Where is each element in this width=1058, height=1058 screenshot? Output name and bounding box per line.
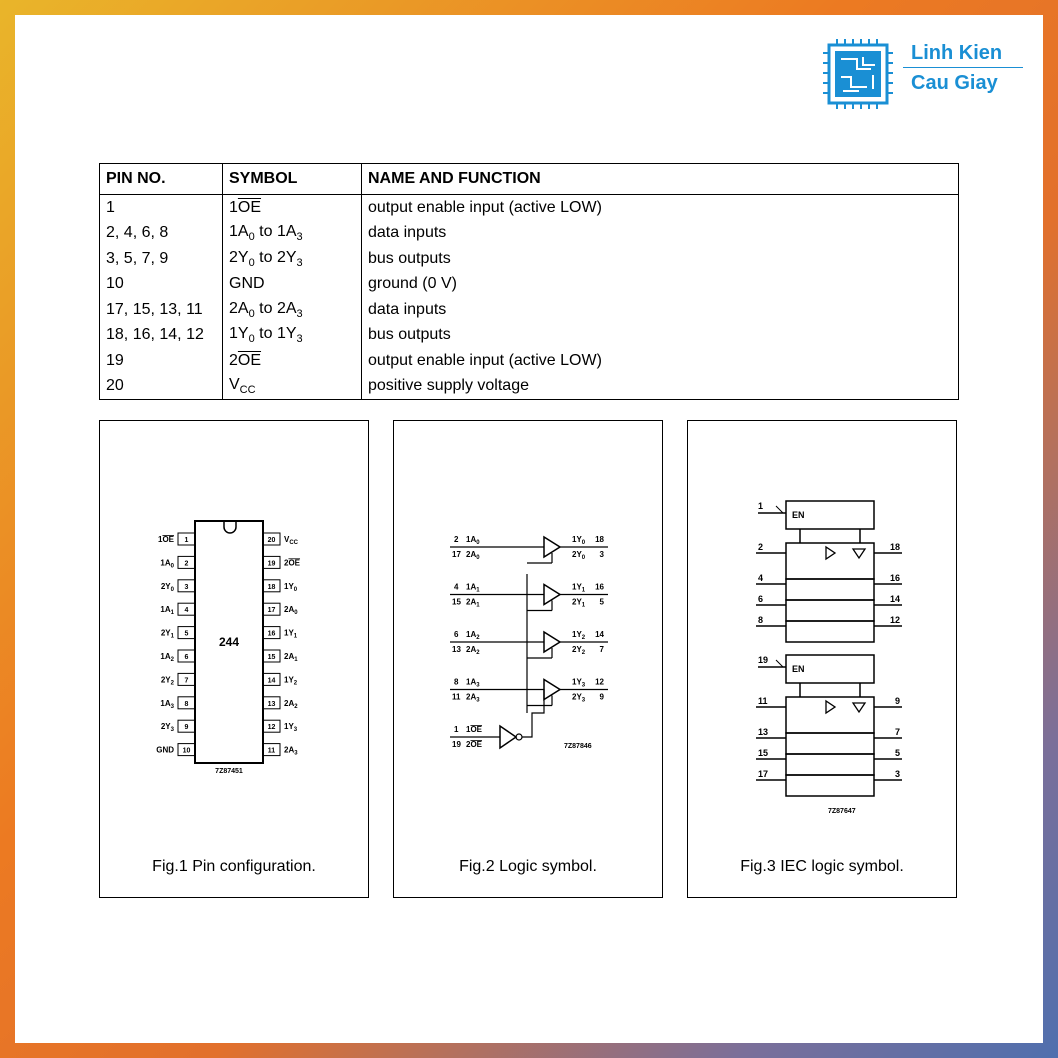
fig2-code: 7Z87846 [564, 743, 592, 750]
left-pin-label: $2Y_1$ [160, 628, 174, 640]
input-pin-number: 2 [758, 542, 764, 552]
en-pin-number: 1 [758, 501, 764, 511]
input-num-2: 17 [452, 550, 461, 559]
en-label: EN [792, 664, 805, 674]
table-header-row [100, 164, 959, 195]
oe-label-1: 1OE [466, 725, 483, 734]
iec-cell [786, 579, 874, 600]
output-label-2: $2Y_3$ [572, 692, 586, 704]
left-pin-number: 3 [184, 583, 189, 591]
negation-flag [776, 660, 783, 667]
header-pin-no: PIN NO. [100, 164, 223, 195]
function-cell: output enable input (active LOW) [368, 351, 602, 369]
output-num-2: 7 [599, 645, 604, 654]
header-symbol: SYMBOL [223, 164, 362, 195]
figure-logic-symbol [393, 420, 663, 898]
en-label: EN [792, 510, 805, 520]
symbol-cell: GND [223, 272, 362, 298]
right-pin-number: 19 [267, 560, 276, 568]
input-label-2: $2A_3$ [466, 692, 480, 704]
left-pin-number: 4 [184, 607, 189, 615]
pin-description-table [99, 163, 959, 400]
left-pin-number: 8 [184, 700, 189, 708]
iec-cell [786, 621, 874, 642]
right-pin-label: $2A_1$ [284, 652, 298, 663]
negation-flag [776, 506, 783, 513]
left-pin-number: 10 [182, 747, 191, 755]
output-pin-number: 7 [894, 727, 900, 737]
input-pin-number: 15 [758, 748, 769, 758]
table-row [100, 374, 959, 400]
input-label-2: $2A_1$ [466, 597, 480, 609]
output-num-1: 18 [595, 535, 604, 544]
logic-symbol-diagram [394, 421, 662, 851]
input-pin-number: 4 [758, 573, 764, 583]
right-pin-number: 11 [267, 747, 276, 755]
left-pin-label: GND [156, 745, 174, 755]
figure-iec-logic-symbol [687, 420, 957, 898]
pin-cell: 20 [100, 374, 223, 400]
table-row [100, 246, 959, 272]
right-pin-label: $V_{CC}$ [284, 535, 299, 546]
output-pin-number: 3 [894, 769, 900, 779]
symbol-cell: $1\overline{OE}$ [223, 195, 362, 221]
right-pin-number: 12 [267, 724, 276, 732]
output-num-2: 9 [599, 692, 604, 702]
input-num-1: 2 [454, 535, 459, 544]
table-row [100, 272, 959, 298]
left-pin-number: 7 [184, 677, 189, 685]
input-label-2: $2A_2$ [466, 645, 480, 656]
left-pin-label: $2Y_3$ [160, 722, 174, 734]
left-pin-label: $2Y_2$ [160, 675, 174, 687]
symbol-cell: $2Y_0$ to $2Y_3$ [223, 246, 362, 272]
output-label-1: $1Y_2$ [572, 630, 586, 641]
figure-pin-configuration [99, 420, 369, 898]
fig2-caption: Fig.2 Logic symbol. [459, 858, 597, 875]
iec-logic-symbol-diagram [688, 421, 956, 851]
output-pin-number: 9 [894, 696, 900, 706]
function-cell: output enable input (active LOW) [368, 198, 602, 216]
right-pin-number: 15 [267, 654, 276, 661]
pin-cell: 19 [100, 348, 223, 374]
output-num-1: 14 [595, 630, 604, 639]
inverter-buffer [500, 726, 516, 748]
left-pin-label: $1A_3$ [160, 698, 174, 710]
ic-notch [224, 521, 236, 533]
fig1-caption: Fig.1 Pin configuration. [152, 858, 316, 875]
left-pin-label: $1A_1$ [160, 605, 174, 617]
output-pin-number: 5 [894, 748, 900, 758]
pin-cell: 18, 16, 14, 12 [100, 323, 223, 349]
function-cell: positive supply voltage [368, 377, 529, 395]
right-pin-label: $1Y_0$ [284, 581, 298, 593]
left-pin-number: 1 [184, 537, 189, 544]
left-pin-number: 5 [184, 630, 189, 638]
input-pin-number: 17 [758, 769, 769, 779]
function-cell: data inputs [368, 224, 447, 242]
right-pin-number: 16 [267, 630, 276, 638]
buffer-symbol [826, 547, 835, 559]
output-label-2: $2Y_0$ [572, 550, 586, 561]
left-pin-number: 9 [184, 724, 189, 732]
symbol-cell: $2\overline{OE}$ [223, 348, 362, 374]
input-label-1: $1A_1$ [466, 582, 480, 594]
function-cell: data inputs [368, 300, 447, 318]
output-label-1: $1Y_3$ [572, 677, 586, 689]
iec-cell [786, 775, 874, 796]
iec-cell [786, 754, 874, 775]
symbol-cell: $2A_0$ to $2A_3$ [223, 297, 362, 323]
right-pin-number: 13 [267, 700, 276, 708]
buffer-symbol [826, 701, 835, 713]
right-pin-label: $2A_3$ [284, 745, 298, 757]
input-pin-number: 6 [758, 594, 764, 604]
right-pin-label: $2A_0$ [284, 605, 298, 617]
oe-label-2: 2OE [466, 740, 483, 749]
page [15, 15, 1043, 1043]
input-label-1: $1A_3$ [466, 677, 480, 689]
en-pin-number: 19 [758, 655, 769, 665]
oe-num-1: 1 [454, 725, 459, 734]
fig1-code: 7Z87451 [215, 768, 243, 775]
output-num-2: 3 [599, 550, 604, 559]
right-pin-label: $1Y_1$ [284, 628, 298, 640]
table-row [100, 348, 959, 374]
function-cell: ground (0 V) [368, 275, 457, 293]
symbol-cell: $1Y_0$ to $1Y_3$ [223, 323, 362, 349]
output-label-1: $1Y_0$ [572, 535, 586, 546]
output-num-1: 12 [595, 677, 604, 687]
iec-cell [786, 733, 874, 754]
output-label-2: $2Y_2$ [572, 645, 586, 656]
pin-configuration-diagram [100, 421, 368, 851]
input-label-1: $1A_0$ [466, 535, 480, 546]
input-num-2: 15 [452, 597, 461, 607]
input-num-1: 4 [454, 582, 459, 592]
left-pin-number: 6 [184, 654, 189, 661]
pin-cell: 1 [100, 195, 223, 221]
table-row [100, 323, 959, 349]
right-pin-label: $1Y_2$ [284, 675, 298, 687]
output-label-1: $1Y_1$ [572, 582, 586, 594]
left-pin-label: 1OE [157, 535, 174, 544]
function-cell: bus outputs [368, 326, 451, 344]
chip-label: 244 [218, 635, 240, 649]
pin-cell: 10 [100, 272, 223, 298]
input-label-2: $2A_0$ [466, 550, 480, 561]
table-row [100, 221, 959, 247]
left-pin-label: $1A_2$ [160, 652, 174, 663]
input-pin-number: 13 [758, 727, 769, 737]
table-row [100, 195, 959, 221]
brand-divider [903, 67, 1023, 68]
input-num-1: 6 [454, 630, 459, 639]
right-pin-label: 2OE [284, 558, 301, 568]
iec-cell [786, 600, 874, 621]
output-label-2: $2Y_1$ [572, 597, 586, 609]
input-pin-number: 11 [758, 696, 768, 706]
input-num-2: 13 [452, 645, 461, 654]
left-pin-label: $2Y_0$ [160, 581, 174, 593]
three-state-symbol [853, 549, 865, 558]
oe-route [522, 689, 544, 737]
pin-cell: 2, 4, 6, 8 [100, 221, 223, 247]
right-pin-label: $1Y_3$ [284, 722, 298, 734]
chip-icon [823, 37, 893, 117]
right-pin-number: 18 [267, 583, 276, 591]
brand-name-line1: Linh Kien [911, 42, 1003, 64]
oe-num-2: 19 [452, 740, 461, 749]
symbol-cell: $V_{CC}$ [223, 374, 362, 400]
table-row [100, 297, 959, 323]
function-cell: bus outputs [368, 249, 451, 267]
brand-name-line2: Cau Giay [911, 72, 998, 94]
left-pin-number: 2 [184, 560, 189, 568]
output-pin-number: 14 [889, 594, 900, 604]
right-pin-number: 17 [267, 607, 276, 615]
brand-logo[interactable] [823, 37, 1038, 117]
fig3-caption: Fig.3 IEC logic symbol. [740, 858, 904, 875]
input-num-1: 8 [454, 677, 459, 687]
right-pin-label: $2A_2$ [284, 698, 298, 710]
input-num-2: 11 [452, 692, 461, 702]
right-pin-number: 14 [267, 677, 276, 685]
output-pin-number: 16 [889, 573, 900, 583]
right-pin-number: 20 [267, 537, 276, 544]
pin-cell: 3, 5, 7, 9 [100, 246, 223, 272]
output-num-1: 16 [595, 582, 604, 592]
output-num-2: 5 [599, 597, 604, 607]
header-name-function: NAME AND FUNCTION [362, 164, 959, 195]
input-pin-number: 8 [758, 615, 764, 625]
left-pin-label: $1A_0$ [160, 558, 174, 570]
pin-cell: 17, 15, 13, 11 [100, 297, 223, 323]
output-pin-number: 12 [889, 615, 900, 625]
output-pin-number: 18 [889, 542, 900, 552]
input-label-1: $1A_2$ [466, 630, 480, 641]
fig3-code: 7Z87647 [828, 808, 856, 815]
three-state-symbol [853, 703, 865, 712]
symbol-cell: $1A_0$ to $1A_3$ [223, 221, 362, 247]
